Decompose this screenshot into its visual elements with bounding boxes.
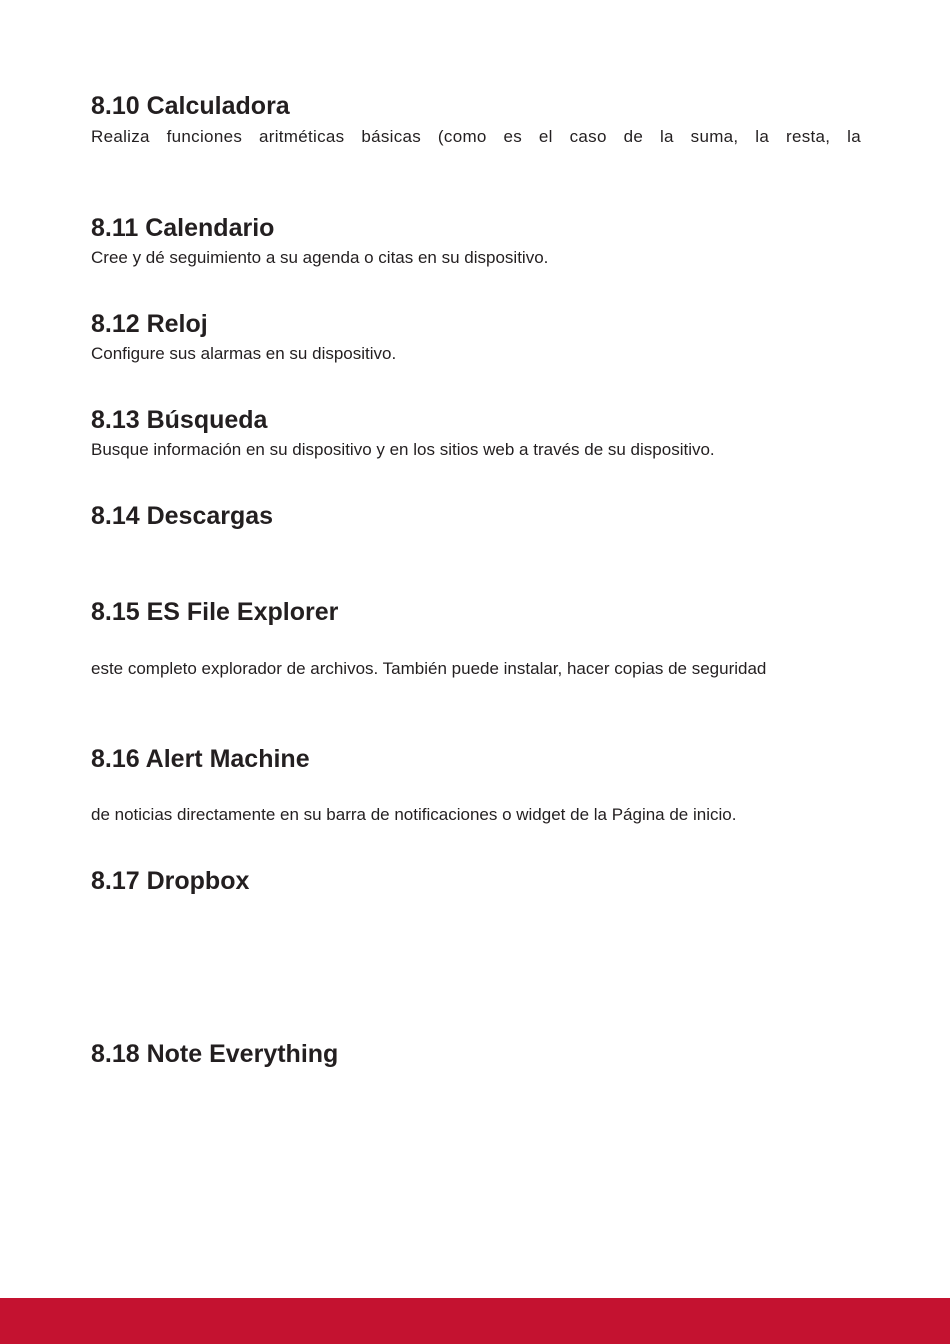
section-heading: 8.15 ES File Explorer (91, 598, 339, 626)
section-heading: 8.13 Búsqueda (91, 406, 268, 434)
section-body-line: Cree y dé seguimiento a su agenda o citas en su dispositivo. (91, 248, 549, 267)
section-heading: 8.12 Reloj (91, 310, 208, 338)
section-heading: 8.11 Calendario (91, 214, 275, 242)
section-heading: 8.17 Dropbox (91, 867, 250, 895)
section-heading: 8.14 Descargas (91, 502, 274, 530)
section-body-line: de noticias directamente en su barra de notificaciones o widget de la Página de inicio. (91, 805, 737, 824)
section-body-line: este completo explorador de archivos. También puede instalar, hacer copias de seguridad (91, 659, 767, 678)
section-body-line: Configure sus alarmas en su dispositivo. (91, 344, 397, 363)
section-body-line: Realiza funciones aritméticas básicas (como es el caso de la suma, la resta, la (91, 127, 861, 146)
section-heading: 8.18 Note Everything (91, 1040, 339, 1068)
section-body-line: Busque información en su dispositivo y en los sitios web a través de su dispositivo. (91, 440, 715, 459)
footer-bar (0, 1298, 950, 1344)
section-heading: 8.10 Calculadora (91, 92, 290, 120)
section-heading: 8.16 Alert Machine (91, 745, 310, 773)
